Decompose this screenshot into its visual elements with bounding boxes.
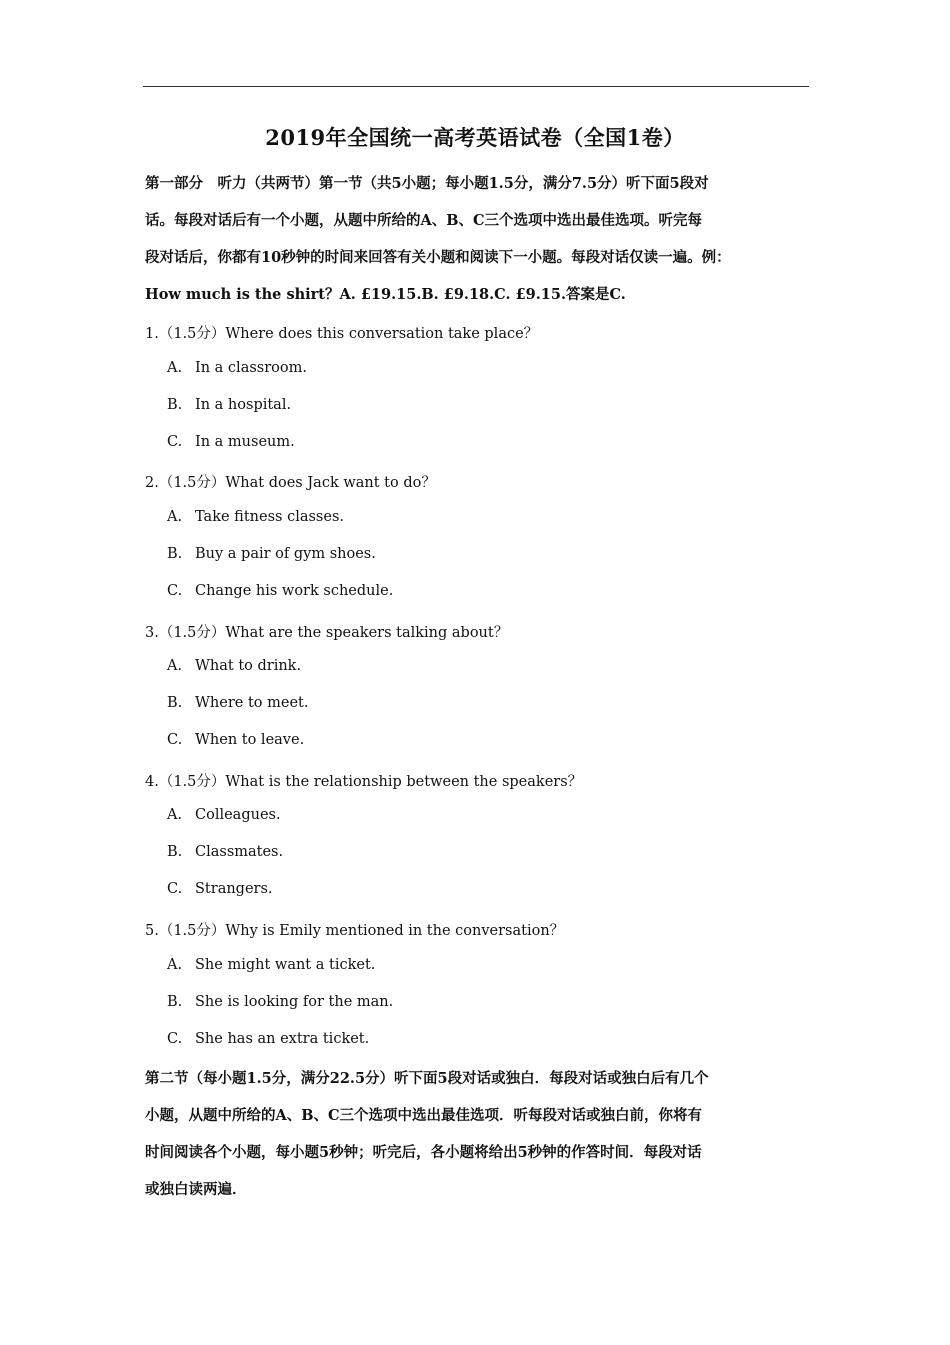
instruction-line: 第二节（每小题1.5分，满分22.5分）听下面5段对话或独白．每段对话或独白后有几个 [145, 1070, 709, 1087]
option-text: Take fitness classes. [195, 509, 344, 525]
option-5c [167, 1031, 369, 1047]
option-3a [167, 658, 301, 674]
instruction-line: 或独白读两遍． [145, 1181, 247, 1198]
option-text: Strangers. [195, 881, 273, 897]
instruction-line: 时间阅读各个小题，每小题5秒钟；听完后，各小题将给出5秒钟的作答时间．每段对话 [145, 1144, 702, 1161]
option-text: She is looking for the man. [195, 994, 394, 1010]
header-rule [143, 86, 809, 87]
option-3c [167, 732, 304, 748]
option-text: What to drink. [195, 658, 302, 674]
option-letter: A. [167, 658, 183, 674]
question-1: 1.（1.5分）Where does this conversation take place？ [145, 326, 539, 342]
option-4a [167, 807, 281, 823]
option-text: When to leave. [195, 732, 305, 748]
part1-instructions [145, 165, 815, 313]
option-2c [167, 583, 393, 599]
option-letter: A. [167, 807, 183, 823]
instruction-line: 话。每段对话后有一个小题，从题中所给的A、B、C三个选项中选出最佳选项。听完每 [145, 212, 703, 229]
option-letter: C. [167, 732, 183, 748]
question-5: 5.（1.5分）Why is Emily mentioned in the conversation？ [145, 923, 565, 939]
question-3: 3.（1.5分）What are the speakers talking about？ [145, 625, 509, 641]
option-text: She has an extra ticket. [195, 1031, 370, 1047]
option-letter: B. [167, 994, 183, 1010]
instruction-line: 段对话后，你都有10秒钟的时间来回答有关小题和阅读下一小题。每段对话仅读一遍。例： [145, 249, 731, 266]
page-title: 2019年全国统一高考英语试卷（全国1卷） [265, 125, 685, 150]
instruction-line: How much is the shirt？A. £19.15.B. £9.18.C. £9.15.答案是C. [145, 286, 626, 303]
option-letter: C. [167, 881, 183, 897]
option-1c [167, 434, 295, 450]
question-4: 4.（1.5分）What is the relationship between the speakers？ [145, 774, 583, 790]
instruction-line: 第一部分 听力（共两节）第一节（共5小题；每小题1.5分，满分7.5分）听下面5段对 [145, 175, 709, 192]
option-letter: C. [167, 583, 183, 599]
option-4c [167, 881, 273, 897]
option-1b [167, 397, 291, 413]
option-text: Classmates. [195, 844, 284, 860]
option-text: Buy a pair of gym shoes. [195, 546, 376, 562]
option-letter: A. [167, 360, 183, 376]
option-letter: C. [167, 434, 183, 450]
option-text: In a hospital. [195, 397, 292, 413]
option-1a [167, 360, 307, 376]
option-text: She might want a ticket. [195, 957, 376, 973]
option-letter: B. [167, 397, 183, 413]
option-2b [167, 546, 376, 562]
option-text: Colleagues. [195, 807, 281, 823]
option-letter: A. [167, 957, 183, 973]
option-letter: B. [167, 546, 183, 562]
option-text: Where to meet. [195, 695, 309, 711]
option-2a [167, 509, 344, 525]
part2-instructions [145, 1060, 815, 1208]
option-3b [167, 695, 308, 711]
option-letter: A. [167, 509, 183, 525]
option-text: In a museum. [195, 434, 295, 450]
instruction-line: 小题，从题中所给的A、B、C三个选项中选出最佳选项．听每段对话或独白前，你将有 [145, 1107, 703, 1124]
option-letter: C. [167, 1031, 183, 1047]
option-4b [167, 844, 283, 860]
option-text: Change his work schedule. [195, 583, 394, 599]
question-2: 2.（1.5分）What does Jack want to do？ [145, 475, 436, 491]
option-letter: B. [167, 844, 183, 860]
option-5b [167, 994, 393, 1010]
option-5a [167, 957, 375, 973]
option-letter: B. [167, 695, 183, 711]
option-text: In a classroom. [195, 360, 307, 376]
